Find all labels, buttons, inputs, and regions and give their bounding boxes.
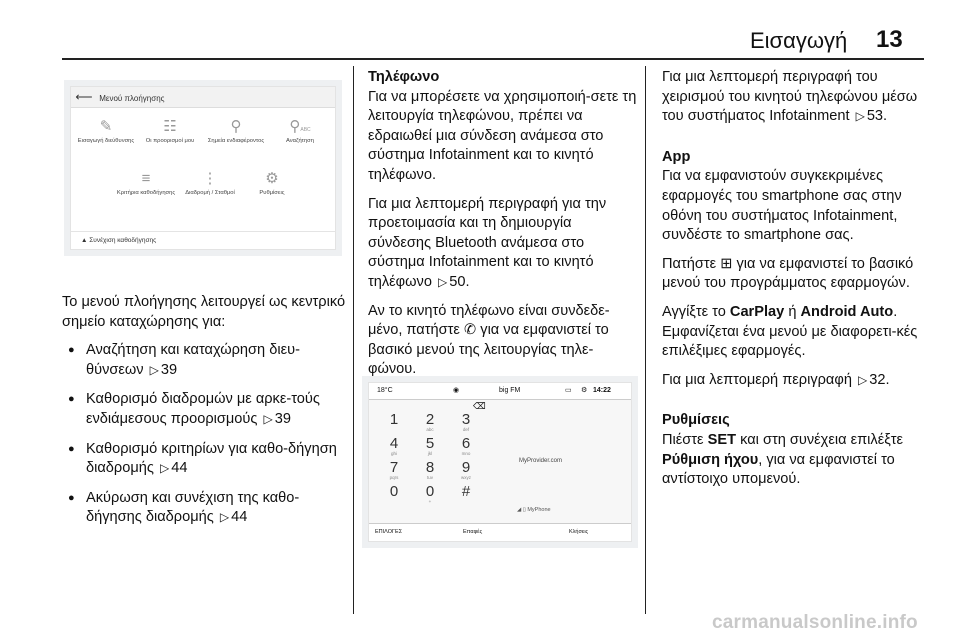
nav-intro-text: Το μενού πλοήγησης λειτουργεί ως κεντρικό σημείο καταχώρησης για: — [62, 294, 346, 330]
poi-search-icon: ⚲ — [230, 118, 242, 135]
phone-heading: Τηλέφωνο — [368, 69, 440, 85]
station-name: big FM — [499, 387, 521, 394]
page-ref-arrow-icon: ▷ — [149, 362, 159, 377]
keypad-key: 2 abc — [425, 411, 435, 432]
nav-item-address — [71, 116, 141, 144]
contacts-label: Επαφές — [463, 529, 483, 535]
address-entry-icon: ✎ — [99, 118, 113, 135]
nav-menu-screenshot — [70, 86, 336, 250]
nav-item-search — [265, 116, 335, 144]
nav-item-label: Ρυθμίσεις — [259, 190, 285, 196]
keypad-key: 1 — [389, 411, 399, 428]
column-divider — [353, 66, 354, 614]
keypad-key: 4 ghi — [389, 435, 399, 456]
phone-paragraph-2: Για μια λεπτομερή περιγραφή για την προετοιμασία και τη δημιουργία σύνδεσης Bluetooth ανάμεσα στο σύστημα Infotainment και το κινητό τηλέφωνο ▷ 50. — [368, 195, 607, 290]
app-paragraph-2: Πατήστε ⊞ για να εμφανιστεί το βασικό μενού του προγράμματος εφαρμογών. — [662, 255, 914, 292]
keypad-key: 0 + — [425, 483, 435, 504]
nav-item-label: Οι προορισμοί μου — [145, 138, 195, 144]
signal-icon: ◢ — [517, 507, 522, 513]
header-rule — [62, 58, 924, 60]
nav-menu-titlebar — [71, 87, 335, 108]
settings-paragraph: Πιέστε SET και στη συνέχεια επιλέξτε Ρύθμιση ήχου, για να εμφανιστεί το αντίστοιχο υπομενού. — [662, 431, 904, 488]
nav-item-route-waypoints — [175, 168, 245, 196]
keypad-key: 3 def — [461, 411, 471, 432]
nav-menu-grid — [71, 108, 335, 228]
column-2 — [368, 68, 638, 389]
list-item: ● Αναζήτηση και καταχώρηση διευ-θύνσεων ▷ 39 — [62, 341, 346, 380]
phone-icon: ▯ — [522, 507, 526, 513]
nav-functions-list — [62, 341, 346, 528]
provider-name: MyProvider.com — [519, 458, 563, 464]
route-waypoints-icon: ⋮ — [202, 170, 218, 187]
nav-item-label: Σημεία ενδιαφέροντος — [207, 138, 265, 144]
nav-item-label: Εισαγωγή διεύθυνσης — [77, 138, 135, 144]
app-paragraph-4: Για μια λεπτομερή περιγραφή ▷ 32. — [662, 371, 890, 388]
keypad — [379, 411, 487, 507]
nav-item-my-destinations — [135, 116, 205, 144]
page-ref-arrow-icon: ▷ — [159, 461, 170, 476]
page-ref-arrow-icon: ▷ — [858, 372, 868, 387]
nav-menu-bottom-bar: ▲ Συνέχιση καθοδήγησης — [71, 231, 335, 249]
phone-keypad-screenshot — [368, 382, 632, 542]
page-ref-arrow-icon: ▷ — [438, 274, 448, 289]
app-paragraph-1: Για να εμφανιστούν συγκεκριμένες εφαρμογές του smartphone σας στην οθόνη του συστήματος Infotainment, συνδέστε το smartphone σας. — [662, 168, 902, 244]
backspace-icon: ⌫ — [473, 401, 486, 411]
list-item: ● Καθορισμό κριτηρίων για καθο-δήγηση διαδρομής ▷ 44 — [62, 440, 346, 479]
gear-icon: ⚙ — [581, 387, 588, 394]
nav-item-settings — [237, 168, 307, 196]
list-item: ● Καθορισμό διαδρομών με αρκε-τούς ενδιάμεσους προορισμούς ▷ 39 — [62, 390, 346, 429]
page-ref-arrow-icon: ▷ — [219, 510, 230, 525]
back-arrow-icon: ⟵ — [75, 90, 93, 104]
keypad-key: 6 mno — [461, 435, 471, 456]
section-title: Εισαγωγή — [750, 28, 848, 53]
message-icon: ▭ — [565, 387, 572, 394]
page-number: 13 — [876, 26, 903, 53]
gear-icon: ⚙ — [265, 170, 279, 187]
nav-item-label: Κριτήρια καθοδήγησης — [116, 190, 176, 196]
app-heading: App — [662, 148, 691, 165]
app-grid-icon: ⊞ — [720, 255, 733, 272]
column-1 — [62, 293, 346, 538]
temperature-readout: 18°C — [377, 387, 393, 394]
nav-item-poi — [201, 116, 271, 144]
nav-menu-title: Μενού πλοήγησης — [99, 94, 165, 103]
list-item: ● Ακύρωση και συνέχιση της καθο-δήγησης διαδρομής ▷ 44 — [62, 489, 346, 528]
keypad-key: 8 tuv — [425, 459, 435, 480]
watermark: carmanualsonline.info — [712, 612, 918, 633]
app-paragraph-3: Αγγίξτε το CarPlay ή Android Auto. Εμφανίζεται ένα μενού με διαφορετι-κές επιλέξιμες εφαρμογές. — [662, 303, 918, 360]
connected-phone: ◢ ▯ MyPhone — [517, 507, 551, 513]
calls-label: Κλήσεις — [569, 529, 589, 535]
destinations-list-icon: ☷ — [163, 118, 177, 135]
clock-time: 14:22 — [593, 387, 611, 394]
phone-detail-paragraph: Για μια λεπτομερή περιγραφή του χειρισμού του κινητού τηλεφώνου μέσω του συστήματος Infotainment ▷ 53. — [662, 69, 918, 125]
keypad-key: 9 wxyz — [461, 459, 471, 480]
navigation-arrow-icon: ▲ — [81, 237, 88, 244]
nav-item-label: Διαδρομή / Σταθμοί — [185, 190, 235, 196]
keypad-key: 0 — [389, 483, 399, 500]
column-divider — [645, 66, 646, 614]
phone-paragraph-3: Αν το κινητό τηλέφωνο είναι συνδεδε-μένο, πατήστε ✆ για να εμφανιστεί το βασικό μενού της λειτουργίας τηλε-φώνου. — [368, 302, 610, 378]
settings-heading: Ρυθμίσεις — [662, 412, 730, 429]
phone-handset-icon: ✆ — [463, 322, 477, 339]
options-label: ΕΠΙΛΟΓΕΣ — [375, 529, 403, 535]
keypad-key: 5 jkl — [425, 435, 435, 456]
phone-bottom-bar — [369, 523, 631, 541]
keypad-key: # — [461, 483, 471, 500]
column-3 — [662, 68, 930, 499]
page-ref-arrow-icon: ▷ — [855, 109, 865, 124]
search-abc-icon: ⚲ABC — [289, 118, 311, 135]
nav-item-guidance-criteria — [111, 168, 181, 196]
nav-item-label: Αναζήτηση — [285, 138, 314, 144]
location-icon: ◉ — [453, 387, 460, 394]
phone-paragraph-1: Για να μπορέσετε να χρησιμοποιή-σετε τη λειτουργία τηλεφώνου, πρέπει να εδραιωθεί μια σύνδεση ανάμεσα στο σύστημα Infotainment και το κινητό τηλέφωνο. — [368, 88, 637, 183]
keypad-key: 7 pqrs — [389, 459, 399, 480]
route-criteria-icon: ≡ — [141, 170, 151, 187]
page-ref-arrow-icon: ▷ — [263, 411, 273, 426]
phone-status-bar — [369, 383, 631, 400]
